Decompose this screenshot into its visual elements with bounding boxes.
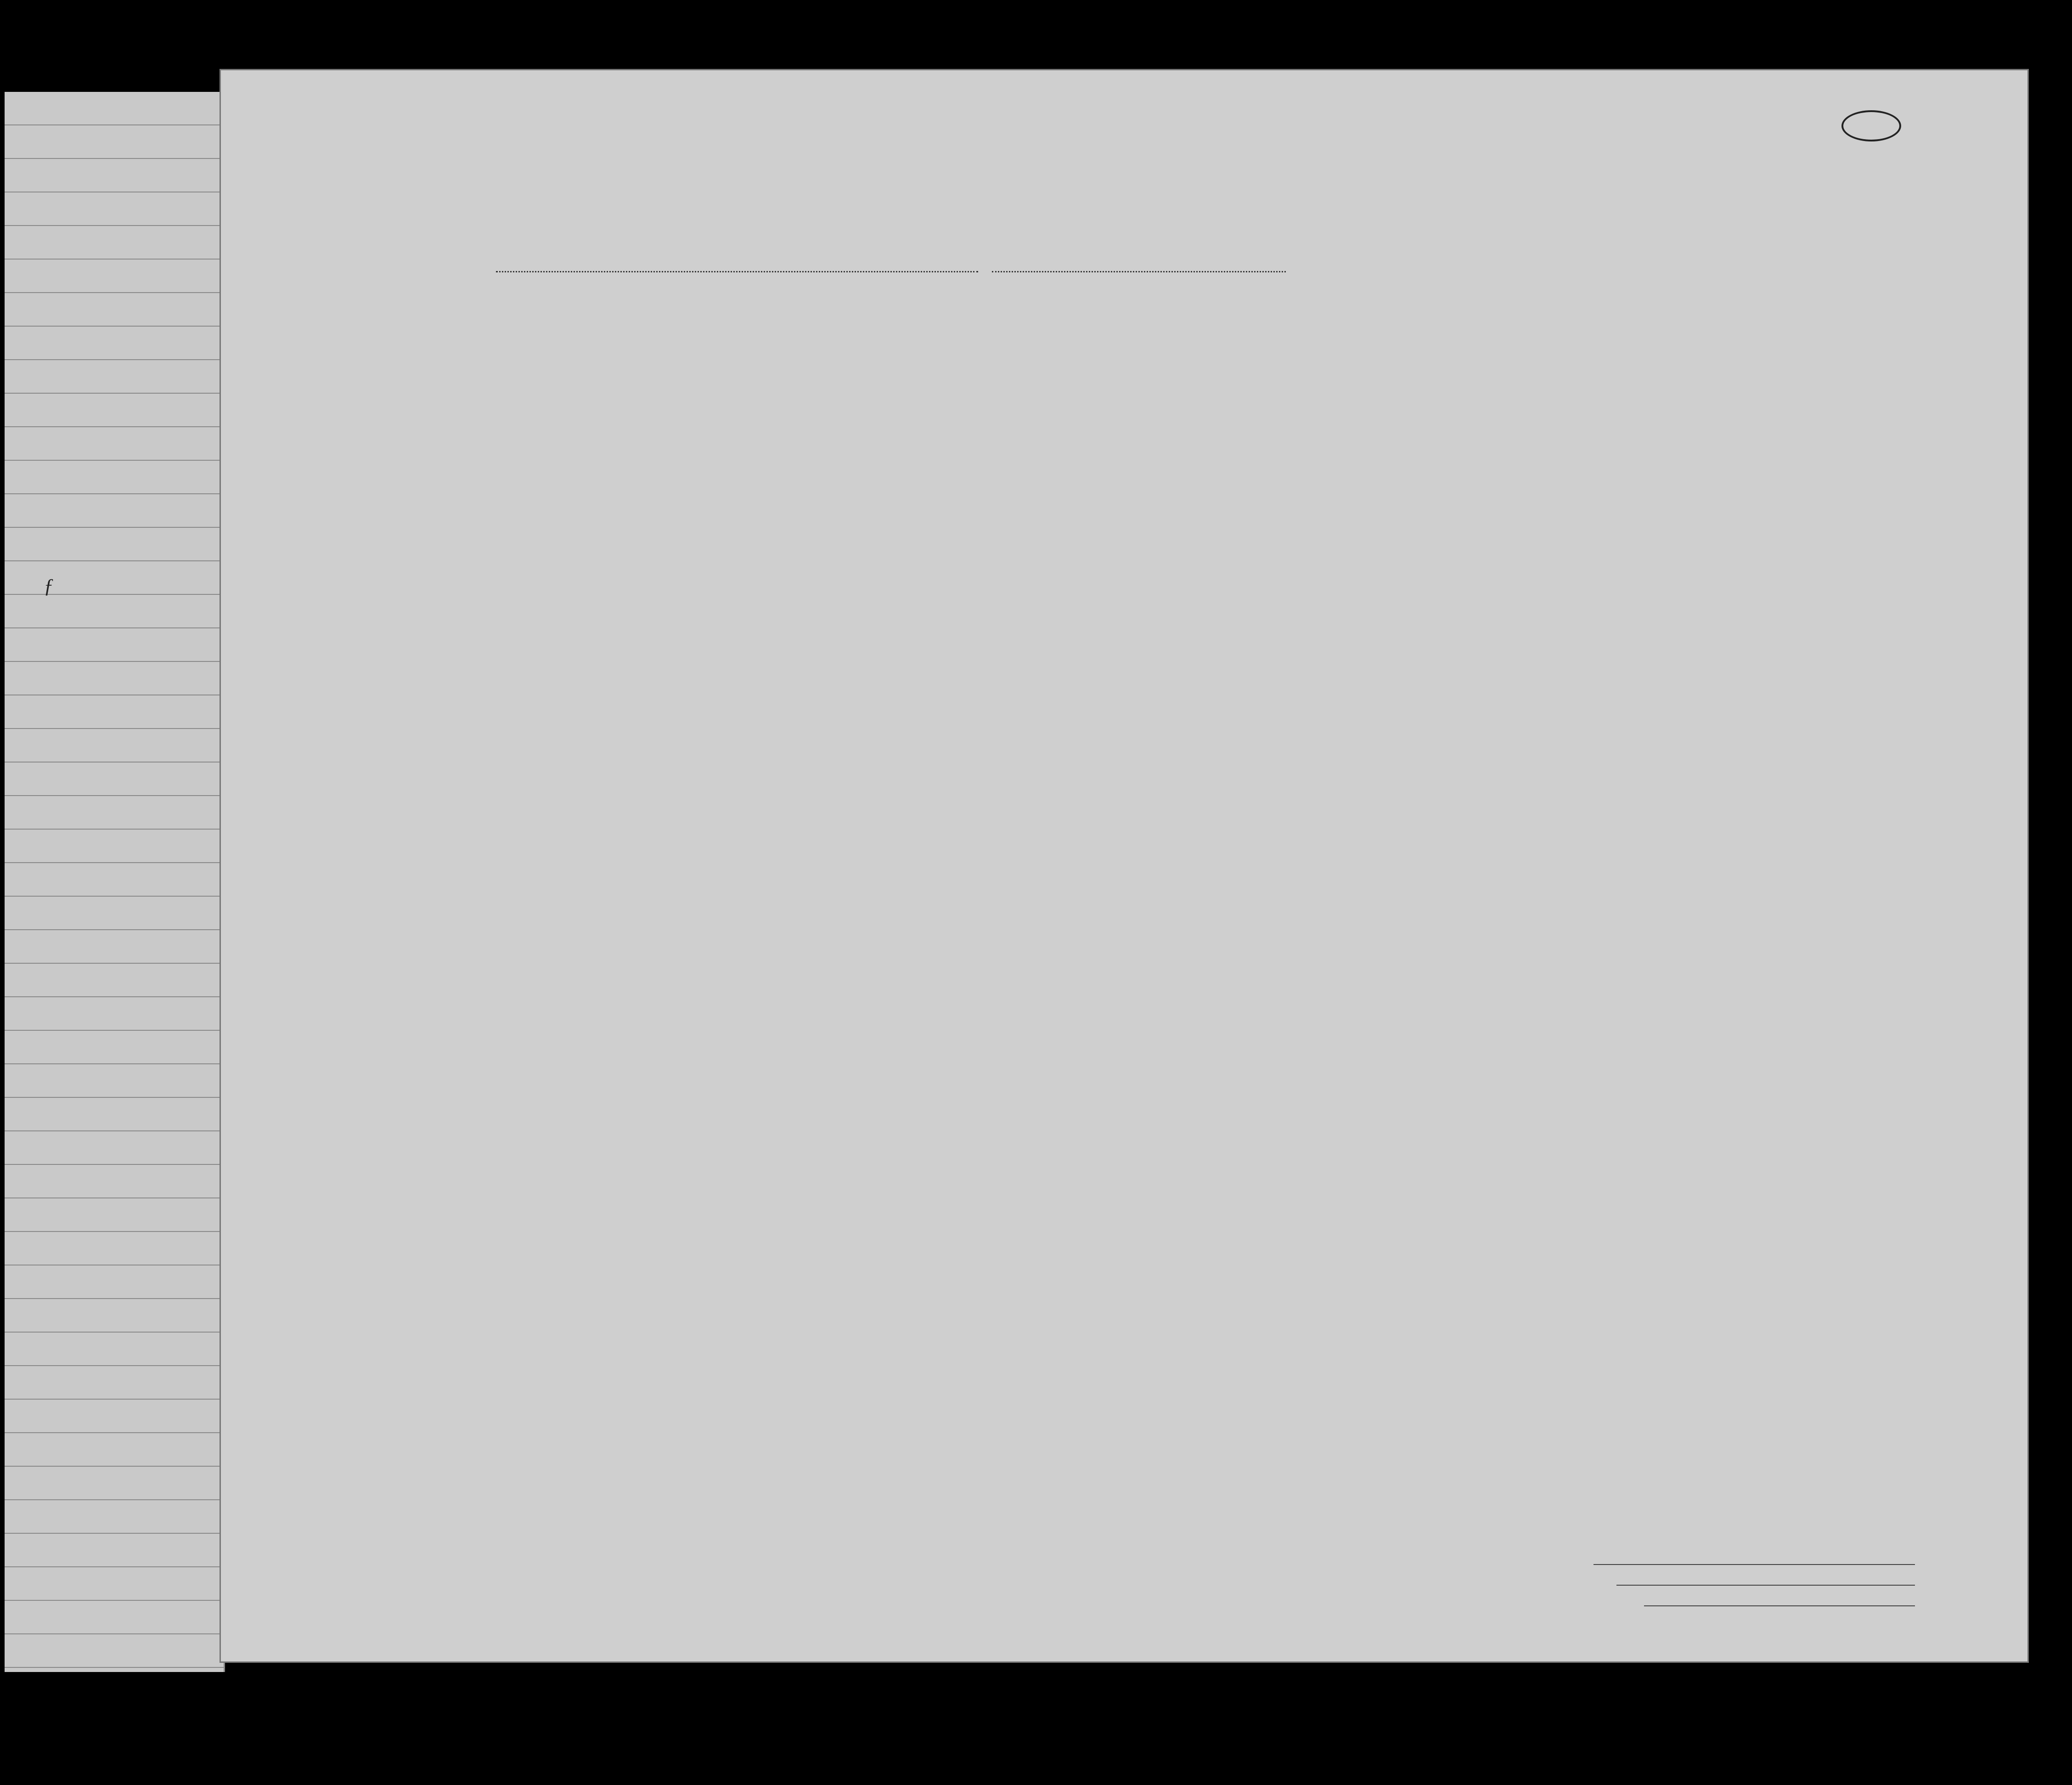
col28-header xyxy=(1460,331,1515,464)
col30-header xyxy=(1547,331,1564,464)
col24-citizen xyxy=(1341,354,1362,459)
footer-line-rule xyxy=(1593,1564,1915,1565)
port-dotted-line xyxy=(496,271,978,272)
left-handwritten-mark: ƒ xyxy=(44,575,54,597)
col25-header xyxy=(1375,331,1405,464)
col29-header xyxy=(1515,331,1543,464)
main-sheet xyxy=(220,69,2029,1663)
col24-return xyxy=(1270,354,1306,459)
col31-header xyxy=(1570,331,1587,464)
footer-agents-rule xyxy=(1644,1605,1915,1606)
date-dotted-line xyxy=(992,271,1286,272)
col24-length xyxy=(1311,354,1332,459)
footer-owners-rule xyxy=(1616,1585,1915,1586)
list-number xyxy=(1841,110,1901,141)
left-page xyxy=(5,92,225,1672)
